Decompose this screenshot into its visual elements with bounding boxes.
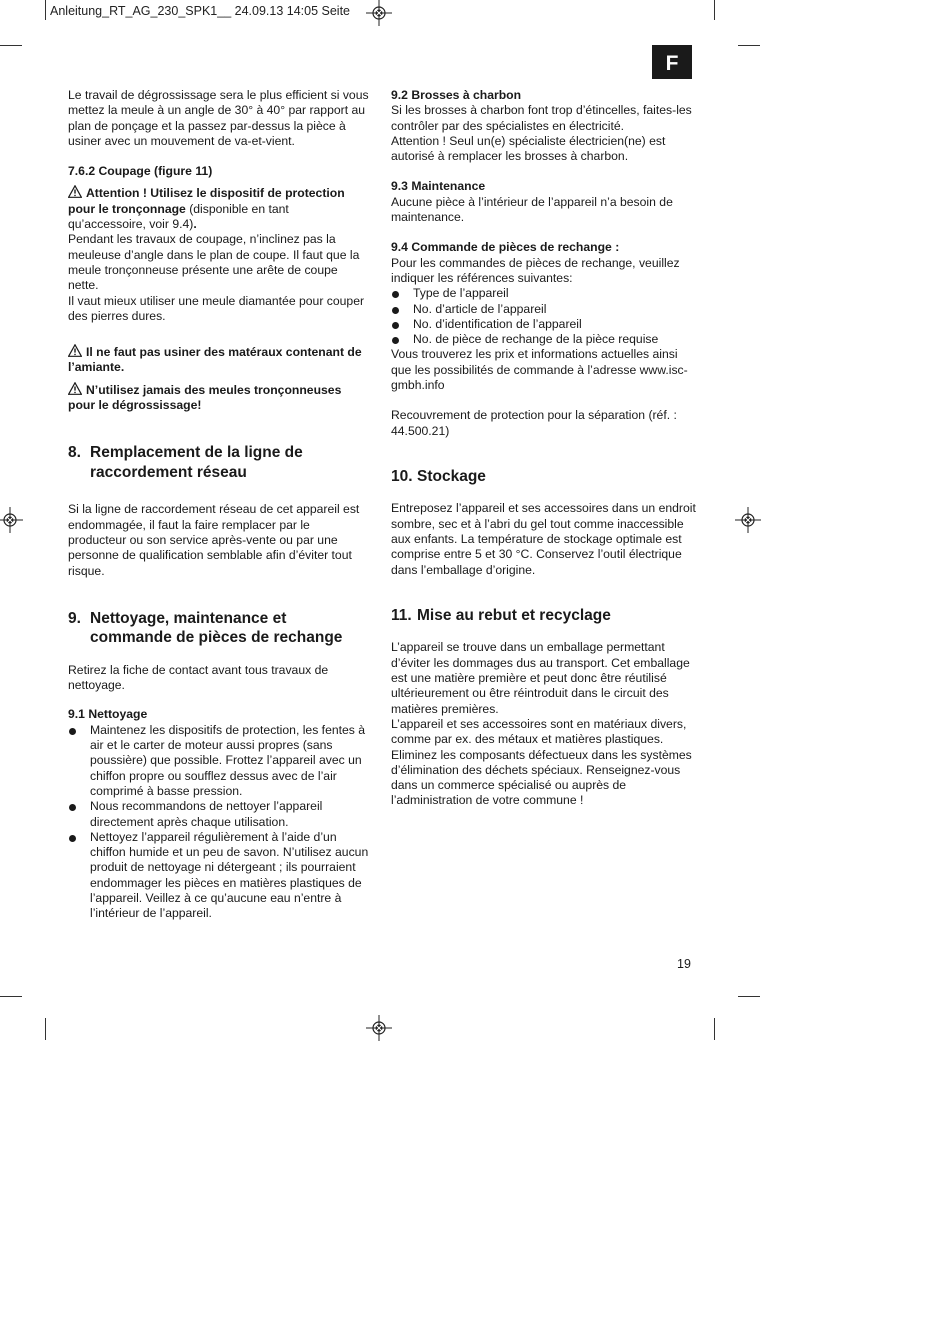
section-8-text: Si la ligne de raccordement réseau de cet appareil est endommagée, il faut la faire remplacer par le producteur ou son service après-vente ou par une personne de qualification semblable afin d’éviter tout risque. xyxy=(68,502,360,578)
asbestos-warning xyxy=(68,344,370,376)
page-number: 19 xyxy=(677,957,691,971)
list-item: No. de pièce de rechange de la pièce requise xyxy=(391,332,696,347)
section-11-heading xyxy=(391,606,696,626)
cutting-title: 7.6.2 Coupage (figure 11) xyxy=(68,164,213,179)
order-title: 9.4 Commande de pièces de rechange : xyxy=(391,240,620,255)
order-text-3: Recouvrement de protection pour la séparation (réf. : 44.500.21) xyxy=(391,408,677,438)
cleaning-title: 9.1 Nettoyage xyxy=(68,707,148,722)
section-8-heading xyxy=(68,443,370,482)
registration-mark-icon xyxy=(366,1015,392,1041)
intro-paragraph: Le travail de dégrossissage sera le plus efficient si vous mettez la meule à un angle de 30° à 40° par rapport au plan de ponçage et la passez par-dessus la pièce à usiner avec un mouvement de va-et-vient. xyxy=(68,88,369,148)
crop-mark xyxy=(45,1018,46,1040)
section-10-title: Stockage xyxy=(417,467,486,485)
order-text: Pour les commandes de pièces de rechange, veuillez indiquer les références suivantes: xyxy=(391,255,680,285)
language-tab: F xyxy=(652,45,692,79)
brushes-text-1: Si les brosses à charbon font trop d’étincelles, faites-les contrôler par des spécialistes en électricité. xyxy=(391,103,692,133)
list-item: No. d’identification de l’appareil xyxy=(391,317,696,332)
section-11-title: Mise au rebut et recyclage xyxy=(417,606,611,624)
section-8-number: 8. xyxy=(68,444,81,462)
left-column xyxy=(68,88,370,922)
list-item: Nous recommandons de nettoyer l’appareil directement après chaque utilisation. xyxy=(68,799,370,830)
asbestos-warning-text: Il ne faut pas usiner des matéraux contenant de l’amiante. xyxy=(68,345,362,375)
cutting-disc-warning-text: N’utilisez jamais des meules tronçonneuses pour le dégrossissage! xyxy=(68,382,342,413)
section-9-title: Nettoyage, maintenance et commande de pièces de rechange xyxy=(90,609,343,647)
crop-mark xyxy=(714,0,715,20)
crop-mark xyxy=(738,996,760,997)
brushes-text-2: Attention ! Seul un(e) spécialiste électricien(ne) est autorisé à remplacer les brosses à charbon. xyxy=(391,133,666,164)
section-11-number: 11. xyxy=(391,606,412,624)
brushes-title: 9.2 Brosses à charbon xyxy=(391,88,522,102)
section-10-text: Entreposez l’appareil et ses accessoires dans un endroit sombre, sec et à l’abri du gel tout comme inaccessible aux enfants. La température de stockage optimale est comprise entre 5 et 30 °C. Conservez l’outil électrique dans l’emballage d’origine. xyxy=(391,501,696,577)
cleaning-list xyxy=(68,723,370,922)
maintenance-text: Aucune pièce à l’intérieur de l’appareil n’a besoin de maintenance. xyxy=(391,194,673,225)
warning-icon xyxy=(68,185,82,198)
cutting-text-2: Il vaut mieux utiliser une meule diamantée pour couper des pierres dures. xyxy=(68,293,365,323)
cutting-warning xyxy=(68,185,370,232)
crop-mark xyxy=(0,45,22,46)
list-item: Type de l’appareil xyxy=(391,286,696,301)
order-text-2: Vous trouverez les prix et informations actuelles ainsi que les possibilités de commande à l’adresse www.isc-gmbh.info xyxy=(391,347,688,393)
section-11-text-1: L’appareil se trouve dans un emballage permettant d’éviter les dommages dus au transport. Cet emballage est une matière première et peut donc être réutilisé ultérieurement ou être réintroduit dans le circuit des matières premières. xyxy=(391,640,690,716)
cutting-warning-rest: (disponible en tant qu’accessoire, voir 9.4) xyxy=(68,201,289,232)
section-8-title: Remplacement de la ligne de raccordement réseau xyxy=(90,444,303,481)
right-column xyxy=(391,88,696,809)
section-11-text-2: L’appareil et ses accessoires sont en matériaux divers, comme par ex. des métaux et matières plastiques. Eliminez les composants défectueux dans les systèmes d’élimination des déchets spéciaux. Renseignez-vous dans un commerce spécialisé ou auprès de l’administration de votre commune ! xyxy=(391,716,692,808)
section-10-number: 10. xyxy=(391,467,413,485)
section-9-number: 9. xyxy=(68,609,81,627)
crop-mark xyxy=(45,0,46,20)
list-item: No. d’article de l’appareil xyxy=(391,302,696,317)
registration-mark-icon xyxy=(735,507,761,533)
print-slug: Anleitung_RT_AG_230_SPK1__ 24.09.13 14:05 Seite xyxy=(50,4,350,18)
section-10-heading xyxy=(391,467,696,487)
order-list xyxy=(391,286,696,347)
cutting-disc-warning xyxy=(68,382,370,414)
cutting-warning-end: . xyxy=(193,217,197,232)
cutting-text-1: Pendant les travaux de coupage, n’inclinez pas la meuleuse d’angle dans le plan de coupe. Il faut que la meule tronçonneuse présente une arête de coupe nette. xyxy=(68,232,360,293)
warning-icon xyxy=(68,344,82,357)
registration-mark-icon xyxy=(366,0,392,26)
list-item: Nettoyez l’appareil régulièrement à l’aide d’un chiffon humide et un peu de savon. N’utilisez aucun produit de nettoyage ni détergeant ; ils pourraient endommager les pièces en matières plastiques de l’appareil. Veillez à ce qu’aucune eau n’entre à l’intérieur de l’appareil. xyxy=(68,830,370,922)
warning-icon xyxy=(68,382,82,395)
section-9-heading xyxy=(68,609,370,648)
list-item: Maintenez les dispositifs de protection, les fentes à air et le carter de moteur aussi propres (sans poussière) que possible. Frottez l’appareil avec un chiffon propre ou soufflez dessus avec de l’air comprimé à basse pression. xyxy=(68,723,370,799)
registration-mark-icon xyxy=(0,507,23,533)
section-9-text: Retirez la fiche de contact avant tous travaux de nettoyage. xyxy=(68,662,329,693)
cutting-warning-bold: Attention ! Utilisez le dispositif de protection pour le tronçonnage xyxy=(68,186,345,216)
crop-mark xyxy=(714,1018,715,1040)
maintenance-title: 9.3 Maintenance xyxy=(391,179,486,194)
crop-mark xyxy=(738,45,760,46)
crop-mark xyxy=(0,996,22,997)
